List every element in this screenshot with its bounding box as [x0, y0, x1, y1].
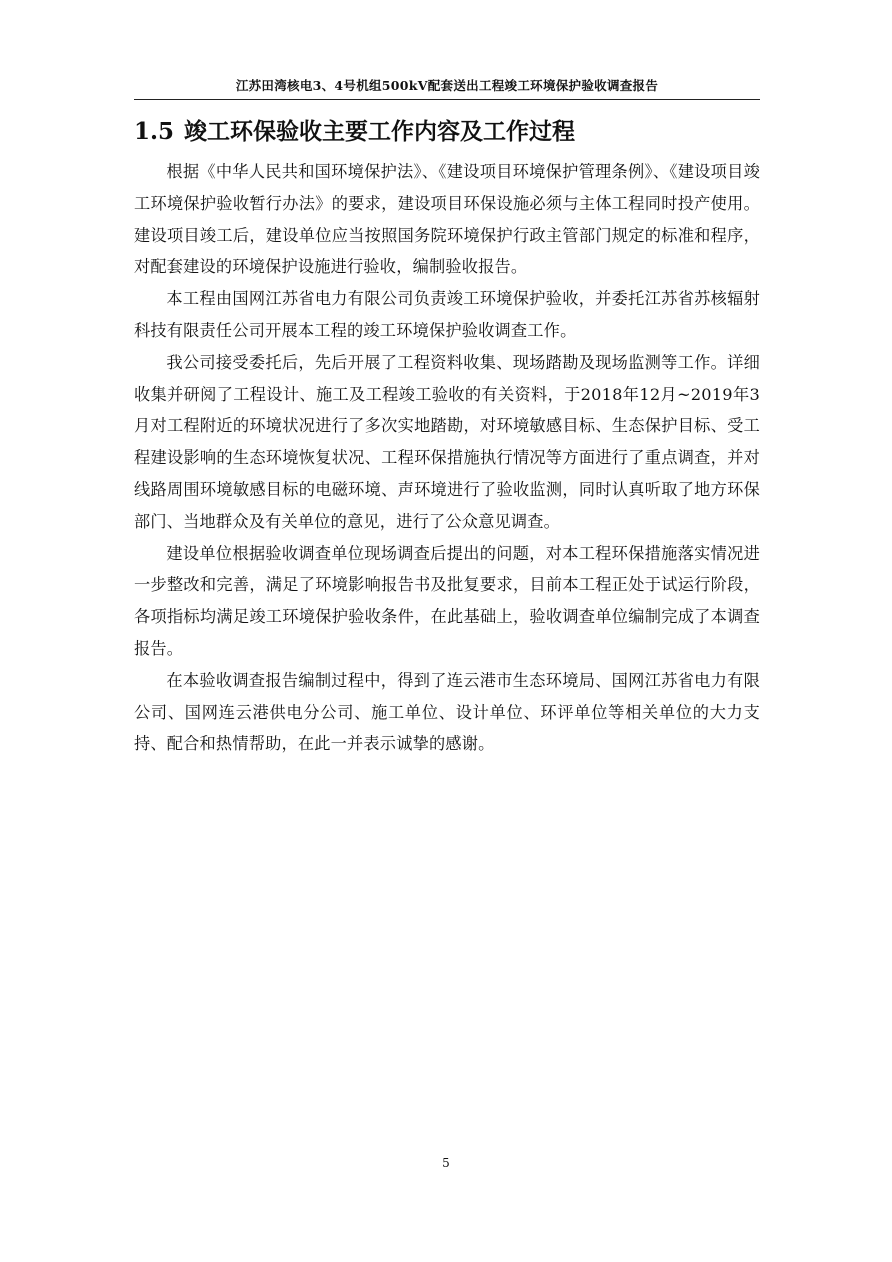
section-heading: [134, 115, 760, 149]
running-header: 江苏田湾核电3、4号机组500kV配套送出工程竣工环境保护验收调查报告: [235, 78, 659, 93]
page-number: 5: [442, 1156, 450, 1170]
paragraph-legal-basis: 根据《中华人民共和国环境保护法》、《建设项目环境保护管理条例》、《建设项目竣工环境保护验收暂行办法》的要求，建设项目环保设施必须与主体工程同时投产使用。建设项目竣工后，建设单位应当按照国务院环境保护行政主管部门规定的标准和程序，对配套建设的环境保护设施进行验收，编制验收报告。: [134, 162, 760, 277]
paragraph-commission: 本工程由国网江苏省电力有限公司负责竣工环境保护验收，并委托江苏省苏核辐射科技有限责任公司开展本工程的竣工环境保护验收调查工作。: [134, 289, 760, 340]
body-text: [134, 156, 760, 760]
paragraph-rectification: 建设单位根据验收调查单位现场调查后提出的问题，对本工程环保措施落实情况进一步整改和完善，满足了环境影响报告书及批复要求，目前本工程正处于试运行阶段，各项指标均满足竣工环境保护验收条件，在此基础上，验收调查单位编制完成了本调查报告。: [134, 543, 760, 658]
section-number: 1.5: [134, 118, 175, 145]
header-rule: [134, 99, 760, 100]
paragraph-work-process: 我公司接受委托后，先后开展了工程资料收集、现场踏勘及现场监测等工作。详细收集并研阅了工程设计、施工及工程竣工验收的有关资料，于2018年12月~2019年3月对工程附近的环境状况进行了多次实地踏勘，对环境敏感目标、生态保护目标、受工程建设影响的生态环境恢复状况、工程环保措施执行情况等方面进行了重点调查，并对线路周围环境敏感目标的电磁环境、声环境进行了验收监测，同时认真听取了地方环保部门、当地群众及有关单位的意见，进行了公众意见调查。: [134, 352, 760, 531]
paragraph-acknowledgement: 在本验收调查报告编制过程中，得到了连云港市生态环境局、国网江苏省电力有限公司、国网连云港供电分公司、施工单位、设计单位、环评单位等相关单位的大力支持、配合和热情帮助，在此一并表示诚挚的感谢。: [134, 670, 760, 754]
section-title: 竣工环保验收主要工作内容及工作过程: [184, 118, 576, 145]
